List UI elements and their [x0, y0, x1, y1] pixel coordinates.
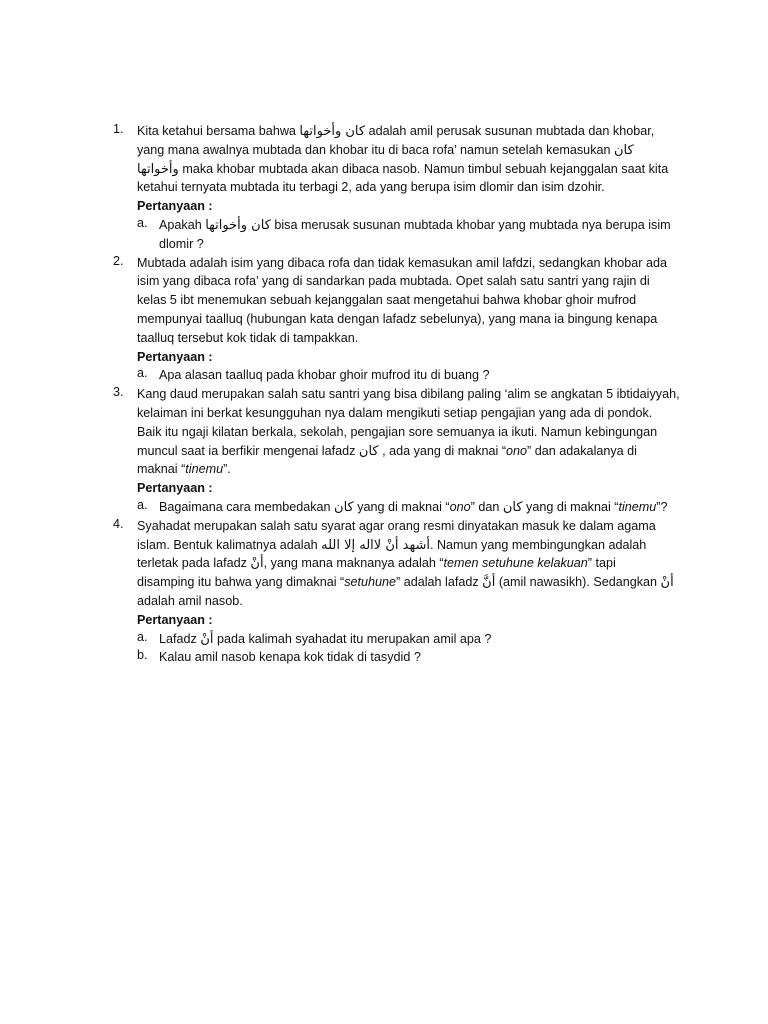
italic-gloss: tinemu: [618, 499, 657, 514]
sub-question-line: [159, 366, 689, 385]
paragraph-line: [137, 517, 689, 536]
paragraph-line: [137, 460, 689, 479]
text-run: dlomir ?: [159, 236, 204, 251]
text-run: yang di maknai “: [353, 499, 450, 514]
paragraph-line: [137, 160, 689, 179]
numbered-item: [113, 253, 689, 386]
arabic-term: كان: [614, 142, 634, 158]
text-run: yang di maknai “: [522, 499, 619, 514]
text-run: disamping itu bahwa yang dimaknai “: [137, 575, 345, 590]
sub-question-line: [159, 630, 689, 649]
arabic-term: أنْ: [250, 556, 264, 572]
text-run: Baik itu ngaji kilatan berkala, sekolah, pengajian sore semuanya ia ikuti. Namun kebingungan: [137, 424, 658, 439]
italic-gloss: ono: [449, 499, 471, 514]
text-run: (amil nawasikh). Sedangkan: [495, 575, 661, 590]
sub-question-letter: b.: [137, 648, 148, 663]
text-run: , ada yang di maknai “: [378, 443, 507, 458]
text-run: maknai “: [137, 462, 186, 477]
item-number: 3.: [113, 385, 124, 400]
text-run: isim yang dibaca rofa’ yang di sandarkan pada mubtada. Opet salah satu santri yang rajin di: [137, 274, 650, 289]
sub-question-letter: a.: [137, 497, 148, 512]
text-run: yang mana awalnya mubtada dan khobar itu di baca rofa’ namun setelah kemasukan: [137, 142, 614, 157]
sub-question: [137, 498, 689, 517]
paragraph-line: [137, 554, 689, 573]
sub-question: [137, 216, 689, 254]
item-number: 2.: [113, 253, 124, 268]
text-run: ” tapi: [587, 556, 616, 571]
text-run: Apakah: [159, 217, 206, 232]
paragraph-line: [137, 310, 689, 329]
numbered-item: [113, 122, 689, 254]
arabic-term: كان وأخواتها: [299, 124, 366, 139]
paragraph-line: [137, 592, 689, 611]
sub-question: [137, 366, 689, 385]
italic-gloss: ono: [506, 443, 528, 458]
text-run: terletak pada lafadz: [137, 556, 251, 571]
text-run: islam. Bentuk kalimatnya adalah: [137, 537, 322, 552]
paragraph-line: [137, 423, 689, 442]
arabic-term: أنْ: [200, 631, 214, 647]
text-run: Apa alasan taalluq pada khobar ghoir mufrod itu di buang ?: [159, 368, 490, 383]
text-run: taalluq tersebut kok tidak di tampakkan.: [137, 330, 359, 345]
text-run: ketahui ternyata mubtada itu terbagi 2, ada yang berupa isim dlomir dan isim dzohir.: [137, 180, 605, 195]
arabic-term: كان: [334, 499, 354, 515]
text-run: Kang daud merupakan salah satu santri yang bisa dibilang paling ‘alim se angkatan 5 ibtidaiyyah,: [137, 387, 680, 402]
arabic-term: وأخواتها: [137, 161, 179, 177]
italic-gloss: tinemu: [185, 462, 224, 477]
sub-question-letter: a.: [137, 366, 148, 381]
question-label: Pertanyaan :: [137, 349, 213, 364]
text-run: Lafadz: [159, 631, 201, 646]
arabic-term: كان وأخواتها: [205, 217, 271, 233]
arabic-term: كان: [502, 499, 523, 515]
sub-question: [137, 630, 689, 649]
text-run: mempunyai taalluq (hubungan kata dengan lafadz sebelunya), yang mana ia bingung kenapa: [137, 311, 658, 326]
arabic-term: أنْ: [660, 575, 674, 591]
document-body: [0, 122, 768, 667]
text-run: kelas 5 ibt menemukan sebuah kejanggalan saat mengetahui bahwa khobar ghoir mufrod: [137, 293, 637, 308]
sub-question-letter: a.: [137, 215, 148, 230]
text-run: Kita ketahui bersama bahwa: [137, 124, 300, 138]
text-run: maka khobar mubtada akan dibaca nasob. Namun timbul sebuah kejanggalan saat kita: [178, 161, 669, 176]
text-run: ”?: [656, 499, 668, 514]
numbered-item: [113, 516, 689, 667]
text-run: ”.: [223, 462, 231, 477]
text-run: ” dan adakalanya di: [527, 443, 637, 458]
paragraph-line: [137, 141, 689, 160]
question-label: Pertanyaan :: [137, 481, 213, 496]
paragraph-line: [137, 329, 689, 348]
sub-question: [137, 648, 689, 667]
text-run: ” dan: [470, 499, 503, 514]
text-run: . Namun yang membingungkan adalah: [429, 537, 647, 552]
arabic-term: أنَّ: [482, 575, 496, 591]
text-run: Syahadat merupakan salah satu syarat agar orang resmi dinyatakan masuk ke dalam agama: [137, 518, 656, 533]
text-run: adalah amil nasob.: [137, 593, 243, 608]
item-number: 4.: [113, 516, 124, 531]
paragraph-line: [137, 404, 689, 423]
question-label: Pertanyaan :: [137, 612, 213, 627]
item-number: 1.: [113, 122, 124, 136]
paragraph-line: [137, 254, 689, 273]
text-run: ” adalah lafadz: [396, 575, 483, 590]
text-run: adalah amil perusak susunan mubtada dan khobar,: [365, 124, 655, 138]
text-run: Bagaimana cara membedakan: [159, 499, 335, 514]
text-run: pada kalimah syahadat itu merupakan amil apa ?: [213, 631, 492, 646]
sub-question-line: [159, 216, 689, 235]
numbered-item: [113, 385, 689, 517]
paragraph-line: [137, 442, 689, 461]
paragraph-line: [137, 291, 689, 310]
paragraph-line: [137, 385, 689, 404]
sub-question-line: [159, 498, 689, 517]
text-run: , yang mana maknanya adalah “: [263, 556, 444, 571]
sub-question-line: [159, 648, 689, 667]
paragraph-line: [137, 122, 689, 141]
italic-gloss: temen setuhune kelakuan: [443, 556, 588, 571]
paragraph-line: [137, 178, 689, 197]
paragraph-line: [137, 536, 689, 555]
question-label: Pertanyaan :: [137, 199, 213, 214]
text-run: kelaiman ini berkat kesungguhan nya dalam mengikuti setiap pengajian yang ada di pondok.: [137, 405, 653, 420]
arabic-term: أشهد أنْ لااله إلا الله: [321, 537, 430, 553]
text-run: Kalau amil nasob kenapa kok tidak di tasydid ?: [159, 650, 421, 665]
sub-question-line: [159, 235, 689, 254]
text-run: Mubtada adalah isim yang dibaca rofa dan tidak kemasukan amil lafdzi, sedangkan khobar ada: [137, 255, 667, 270]
arabic-term: كان: [358, 443, 379, 459]
sub-question-letter: a.: [137, 629, 148, 644]
paragraph-line: [137, 573, 689, 592]
text-run: muncul saat ia berfikir mengenai lafadz: [137, 443, 359, 458]
paragraph-line: [137, 272, 689, 291]
italic-gloss: setuhune: [344, 575, 397, 590]
text-run: bisa merusak susunan mubtada khobar yang mubtada nya berupa isim: [270, 217, 671, 232]
